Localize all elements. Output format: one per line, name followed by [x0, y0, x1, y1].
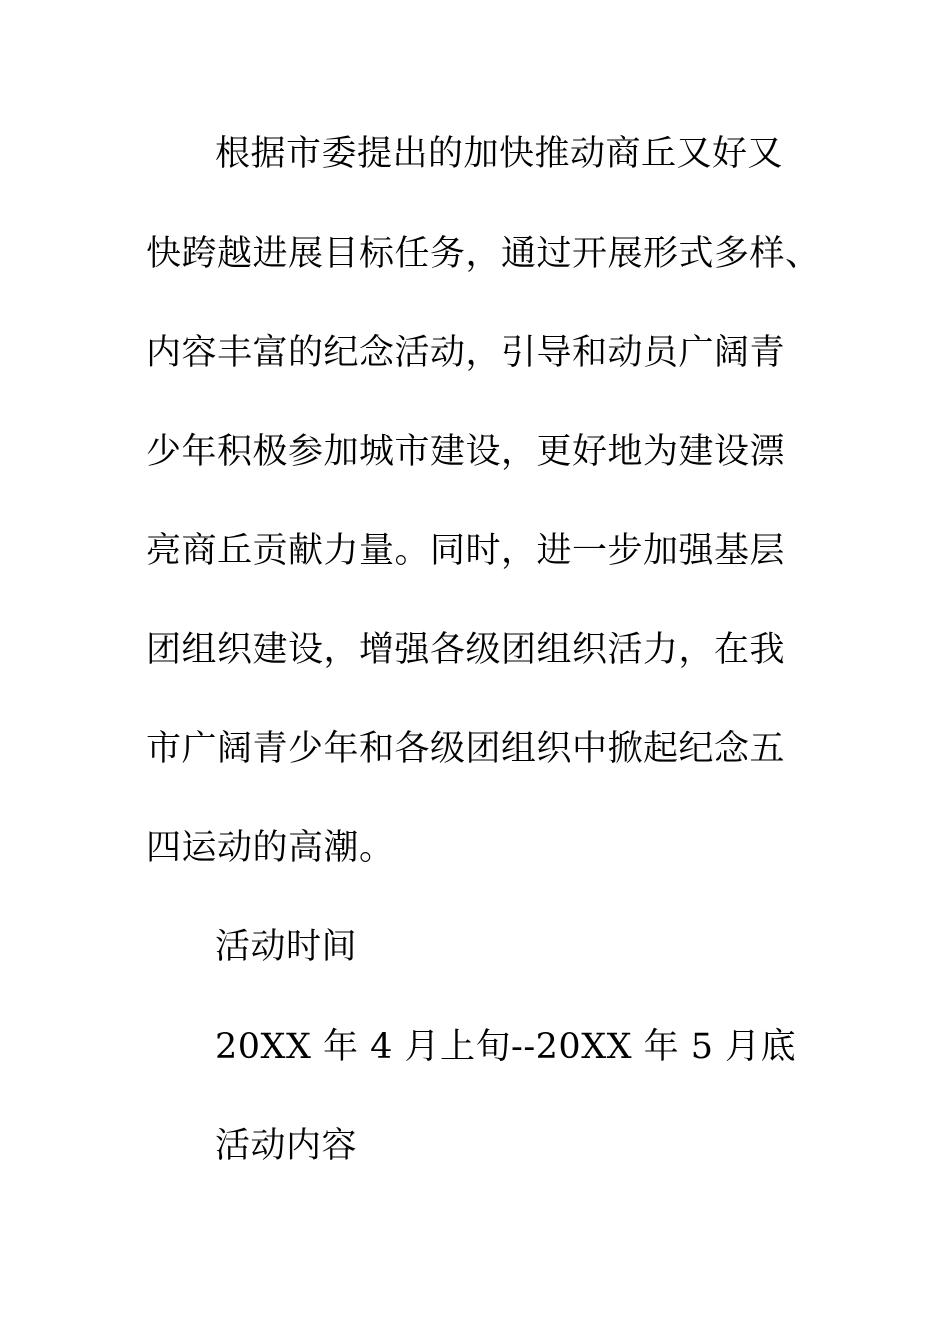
section-heading-activity-content: 活动内容	[215, 1126, 358, 1166]
paragraph-line-5: 亮商丘贡献力量。同时，进一步加强基层	[146, 531, 786, 571]
activity-time-range: 20XX 年 4 月上旬--20XX 年 5 月底	[215, 1027, 797, 1067]
paragraph-line-2: 快跨越进展目标任务，通过开展形式多样、	[146, 234, 821, 274]
paragraph-line-1: 根据市委提出的加快推动商丘又好又	[215, 134, 784, 174]
paragraph-line-6: 团组织建设，增强各级团组织活力，在我	[146, 630, 786, 670]
paragraph-line-7: 市广阔青少年和各级团组织中掀起纪念五	[146, 729, 786, 769]
paragraph-line-4: 少年积极参加城市建设，更好地为建设漂	[146, 432, 786, 472]
paragraph-line-8: 四运动的高潮。	[146, 828, 395, 868]
section-heading-activity-time: 活动时间	[215, 927, 358, 967]
paragraph-line-3: 内容丰富的纪念活动，引导和动员广阔青	[146, 333, 786, 373]
